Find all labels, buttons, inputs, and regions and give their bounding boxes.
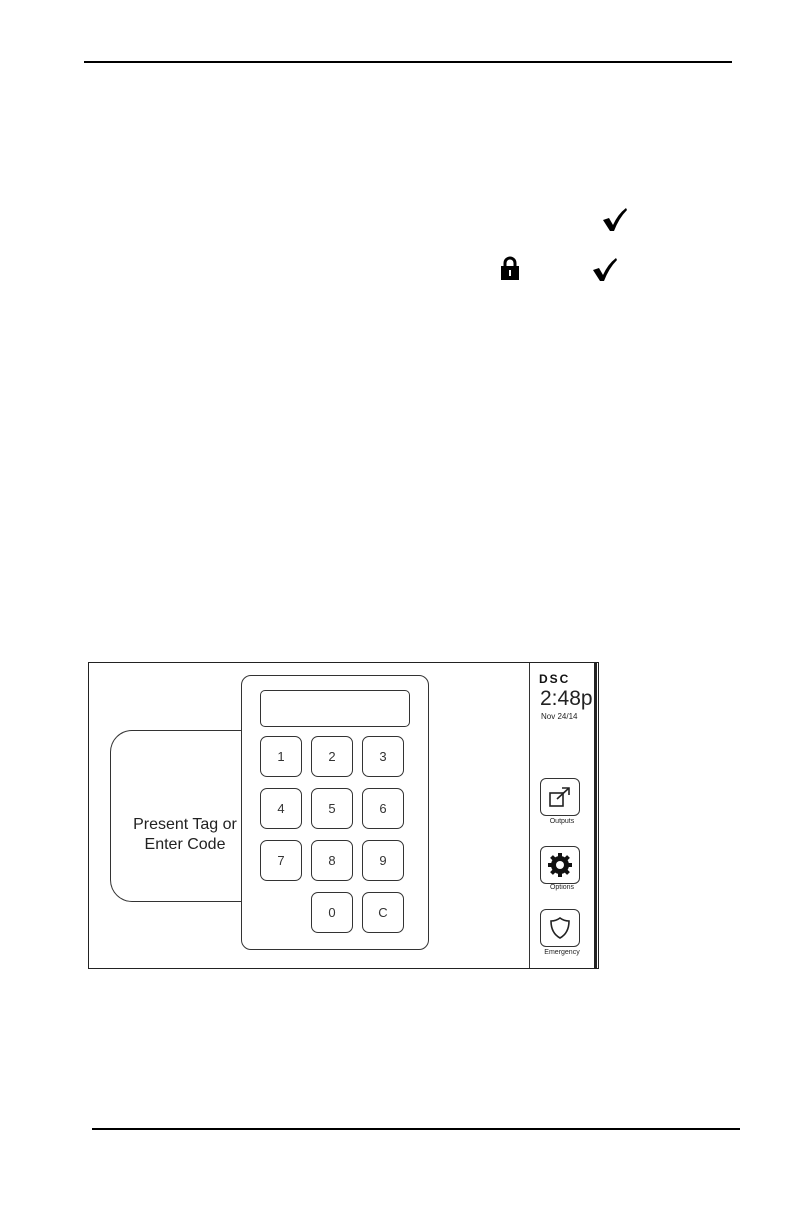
outputs-label: Outputs — [549, 818, 575, 825]
emergency-button[interactable] — [540, 909, 580, 947]
keypad-screen-figure — [88, 662, 599, 969]
options-button[interactable] — [540, 846, 580, 884]
code-display — [260, 690, 410, 727]
emergency-label: Emergency — [544, 949, 580, 956]
key-8[interactable]: 8 — [311, 840, 353, 881]
lock-icon — [500, 256, 520, 280]
check-mark-icon — [590, 256, 618, 282]
options-label: Options — [549, 884, 575, 891]
key-0[interactable]: 0 — [311, 892, 353, 933]
footer-rule — [92, 1128, 740, 1130]
key-1[interactable]: 1 — [260, 736, 302, 777]
key-clear[interactable]: C — [362, 892, 404, 933]
prompt-text: Present Tag or Enter Code — [133, 816, 237, 853]
sidebar-edge — [594, 663, 597, 968]
header-rule — [84, 61, 732, 63]
key-4[interactable]: 4 — [260, 788, 302, 829]
outputs-icon — [547, 785, 573, 809]
shield-icon — [549, 916, 571, 940]
key-7[interactable]: 7 — [260, 840, 302, 881]
check-mark-icon — [600, 206, 628, 232]
key-2[interactable]: 2 — [311, 736, 353, 777]
key-5[interactable]: 5 — [311, 788, 353, 829]
key-6[interactable]: 6 — [362, 788, 404, 829]
clock-time: 2:48p — [540, 687, 593, 710]
key-9[interactable]: 9 — [362, 840, 404, 881]
status-sidebar — [529, 663, 597, 968]
brand-logo: DSC — [539, 672, 571, 686]
outputs-button[interactable] — [540, 778, 580, 816]
key-3[interactable]: 3 — [362, 736, 404, 777]
clock-date: Nov 24/14 — [541, 712, 578, 721]
gear-icon — [547, 852, 573, 878]
keypad — [241, 675, 429, 950]
